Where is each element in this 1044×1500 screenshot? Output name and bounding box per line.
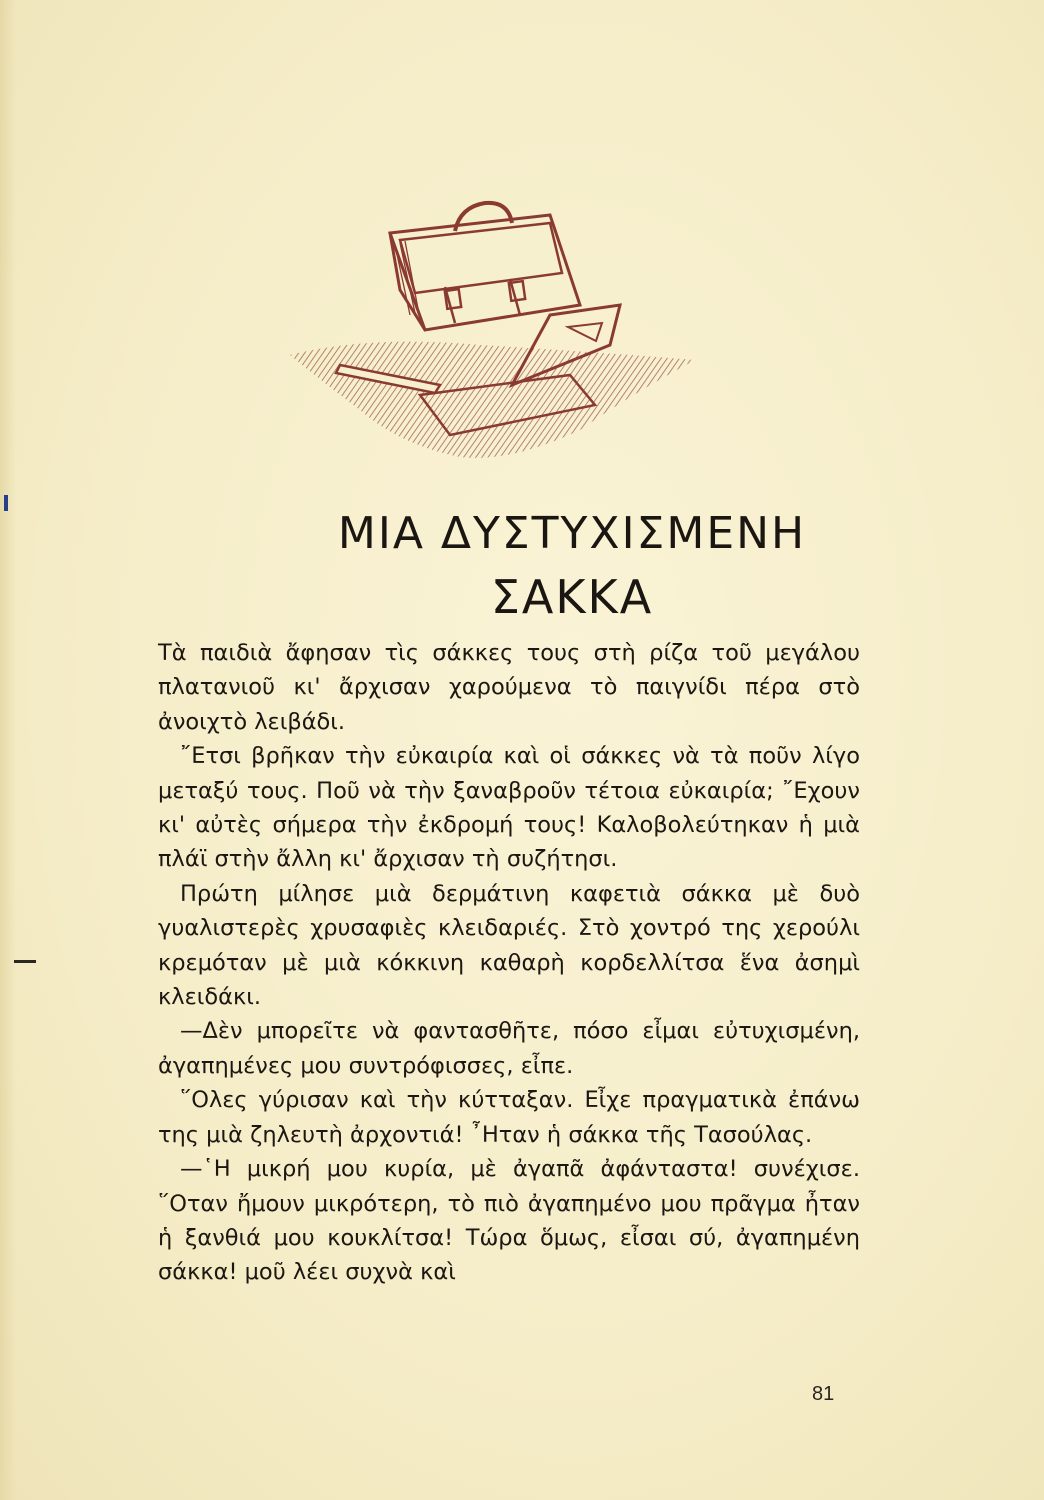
paragraph: —῾Η μικρή μου κυρία, μὲ ἀγαπᾶ ἀφάνταστα! συνέχισε. ῞Οταν ἤμουν μικρότερη, τὸ πιὸ ἀγαπημένο μου πρᾶγμα ἦταν ἡ ξανθιά μου κουκλίτσα! Τώρα ὅμως, εἶσαι σύ, ἀγαπημένη σάκκα! μοῦ λέει συχνὰ καὶ bbox=[158, 1156, 860, 1286]
margin-mark bbox=[4, 495, 8, 511]
paragraph: ῞Ολες γύρισαν καὶ τὴν κύτταξαν. Εἶχε πραγματικὰ ἐπάνω της μιὰ ζηλευτὴ ἀρχοντιά! ῏Ηταν ἡ σάκκα τῆς Τασούλας. bbox=[158, 1087, 860, 1148]
paragraph: —Δὲν μπορεῖτε νὰ φαντασθῆτε, πόσο εἶμαι εὐτυχισμένη, ἀγαπημένες μου συντρόφισσες, εἶπε. bbox=[158, 1018, 860, 1079]
page-number: 81 bbox=[812, 1383, 835, 1405]
paragraph: Τὰ παιδιὰ ἄφησαν τὶς σάκκες τους στὴ ρίζα τοῦ μεγάλου πλατανιοῦ κι' ἄρχισαν χαρούμενα τὸ παιγνίδι πέρα στὸ ἀνοιχτὸ λειβάδι. bbox=[158, 640, 860, 735]
story-title-line-1: ΜΙΑ ΔΥΣΤΥΧΙΣΜΕΝΗ bbox=[337, 508, 807, 559]
margin-mark bbox=[14, 960, 36, 963]
page-edge-shadow bbox=[0, 0, 16, 1500]
paragraph: Πρώτη μίλησε μιὰ δερμάτινη καφετιὰ σάκκα μὲ δυὸ γυαλιστερὲς χρυσαφιὲς κλειδαριές. Στὸ χοντρό της χερούλι κρεμόταν μὲ μιὰ κόκκινη καθαρὴ κορδελλίτσα ἕνα ἀσημὶ κλειδάκι. bbox=[158, 880, 860, 1011]
paragraph: ῎Ετσι βρῆκαν τὴν εὐκαιρία καὶ οἱ σάκκες νὰ τὰ ποῦν λίγο μεταξύ τους. Ποῦ νὰ τὴν ξαναβροῦν τέτοια εὐκαιρία; ῎Εχουν κι' αὐτὲς σήμερα τὴν ἐκδρομή τους! Καλοβολεύτηκαν ἡ μιὰ πλάϊ στὴν ἄλλη κι' ἄρχισαν τὴ συζήτησι. bbox=[158, 743, 860, 873]
school-bag-illustration bbox=[250, 195, 710, 475]
story-title-line-2: ΣΑΚΚΑ bbox=[490, 570, 654, 624]
story-body bbox=[158, 636, 860, 1290]
